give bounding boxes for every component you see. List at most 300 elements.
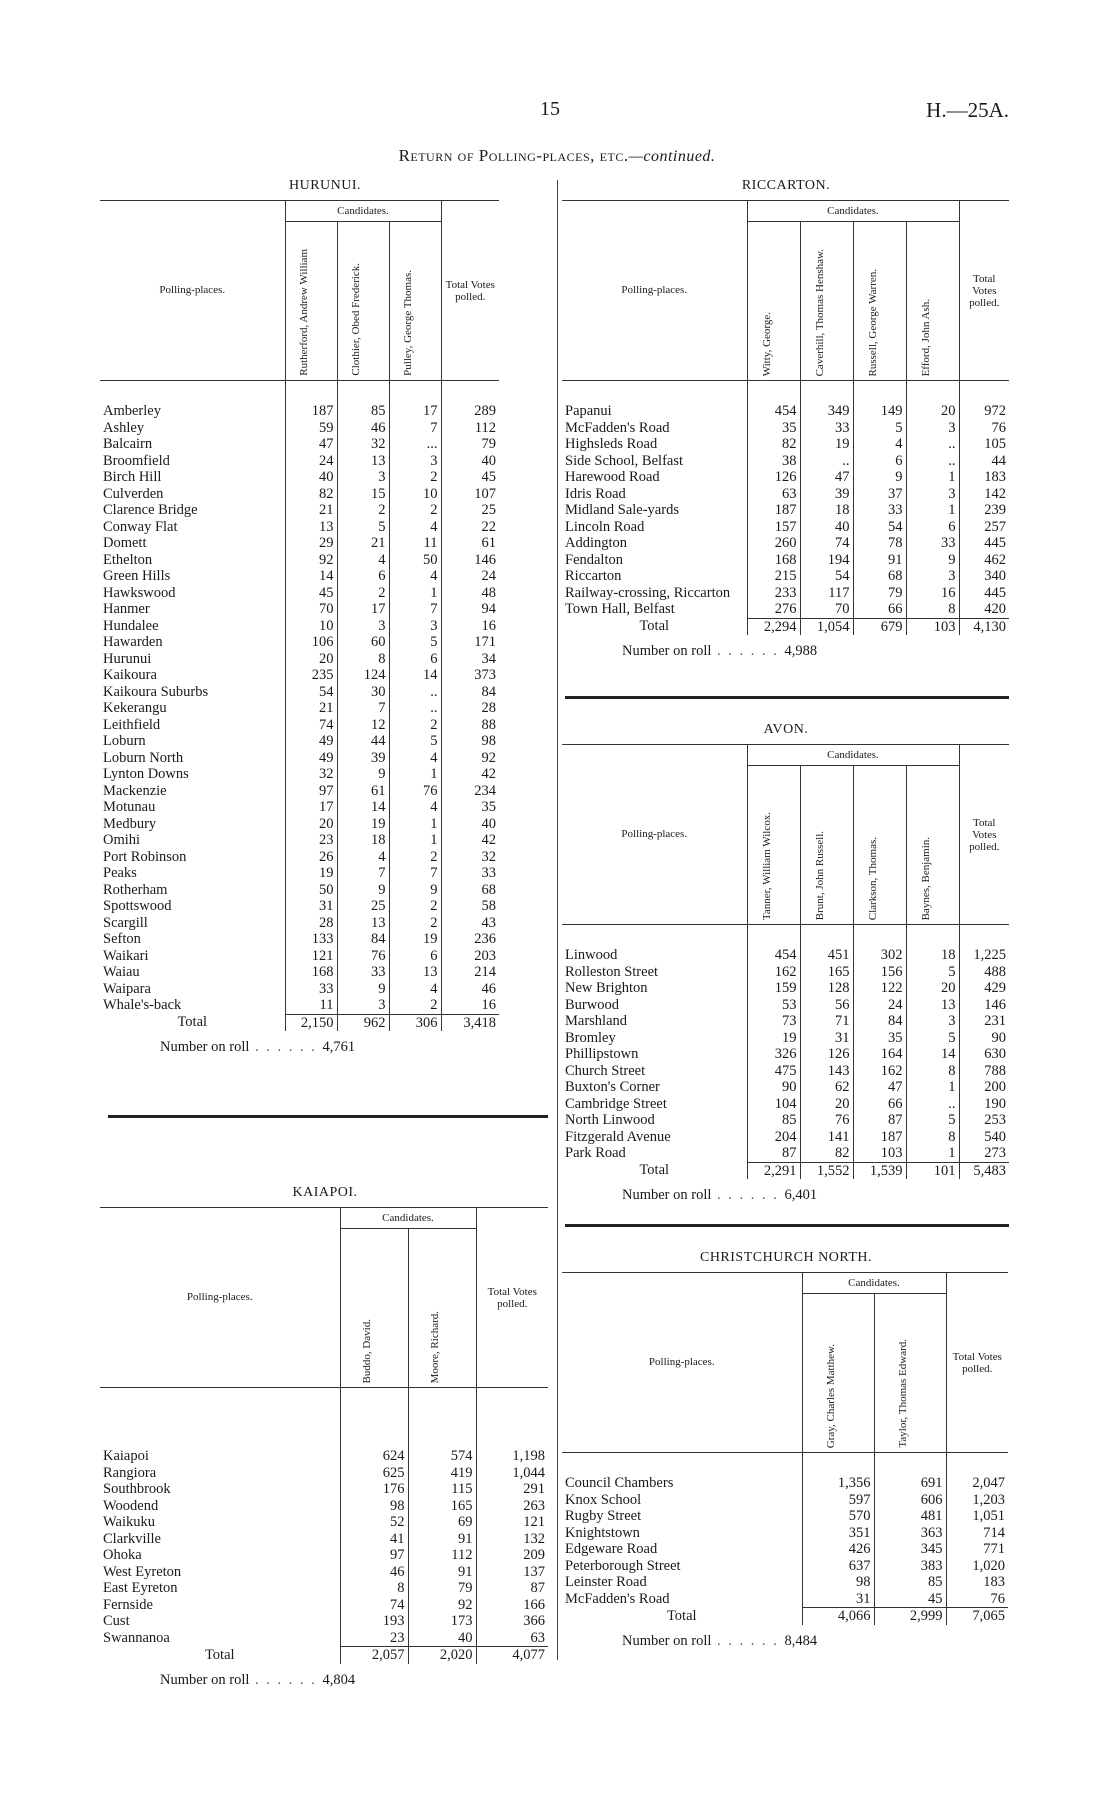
polling-place-sefton bbox=[100, 931, 285, 948]
votes-cell: 5 bbox=[389, 634, 441, 651]
table-row bbox=[100, 618, 499, 635]
votes-cell: 176 bbox=[340, 1481, 408, 1498]
table-row bbox=[100, 420, 499, 437]
votes-cell: 18 bbox=[337, 832, 389, 849]
number-on-roll bbox=[562, 643, 1010, 660]
votes-cell: 9 bbox=[337, 981, 389, 998]
votes-cell: 597 bbox=[802, 1492, 874, 1509]
polling-place-north-linwood bbox=[562, 1112, 747, 1129]
polling-place-town-hall-belfast bbox=[562, 601, 747, 618]
polling-place-knox-school bbox=[562, 1492, 802, 1509]
votes-cell: 4 bbox=[389, 981, 441, 998]
total-votes-cell: 98 bbox=[441, 733, 499, 750]
leader-dots: . . . . . . bbox=[711, 643, 785, 659]
table-row bbox=[562, 453, 1009, 470]
votes-cell: 141 bbox=[800, 1129, 853, 1146]
table-row bbox=[100, 832, 499, 849]
votes-cell: 143 bbox=[800, 1063, 853, 1080]
votes-cell: 9 bbox=[906, 552, 959, 569]
votes-cell: 21 bbox=[285, 700, 337, 717]
total-votes-cell: 61 bbox=[441, 535, 499, 552]
polling-place-spottswood bbox=[100, 898, 285, 915]
polling-place-name: Lynton Downs bbox=[103, 766, 189, 782]
votes-cell: 691 bbox=[874, 1475, 946, 1492]
polling-place-culverden bbox=[100, 486, 285, 503]
candidates-header: Candidates. bbox=[747, 745, 959, 766]
votes-cell: 74 bbox=[285, 717, 337, 734]
number-on-roll-value: 6,401 bbox=[784, 1187, 818, 1203]
votes-cell: 9 bbox=[853, 469, 906, 486]
polling-place-name: Ashley bbox=[103, 419, 145, 436]
total-votes-cell: 630 bbox=[959, 1046, 1009, 1063]
candidate-name-text: Caverhill, Thomas Henshaw. bbox=[813, 248, 826, 376]
table-row bbox=[100, 502, 499, 519]
votes-cell: 62 bbox=[800, 1079, 853, 1096]
total-votes-cell: 92 bbox=[441, 750, 499, 767]
votes-cell: 76 bbox=[389, 783, 441, 800]
totals-row bbox=[100, 1647, 548, 1664]
votes-cell: 26 bbox=[285, 849, 337, 866]
candidates-header: Candidates. bbox=[747, 201, 959, 222]
votes-cell: 92 bbox=[408, 1597, 476, 1614]
total-votes-cell: 42 bbox=[441, 766, 499, 783]
total-votes-cell: 771 bbox=[946, 1541, 1008, 1558]
returns-table bbox=[562, 744, 1009, 1179]
votes-cell: 2 bbox=[389, 469, 441, 486]
votes-cell: 79 bbox=[853, 585, 906, 602]
votes-cell: 570 bbox=[802, 1508, 874, 1525]
polling-place-name: Lincoln Road bbox=[565, 518, 645, 535]
table-row bbox=[562, 1112, 1009, 1129]
votes-cell: 71 bbox=[800, 1013, 853, 1030]
title-text: Return of Polling-places, etc. bbox=[398, 146, 629, 165]
polling-place-name: Rangiora bbox=[103, 1464, 157, 1481]
votes-cell: 13 bbox=[389, 964, 441, 981]
number-on-roll bbox=[562, 1187, 1010, 1204]
total-votes-cell: 183 bbox=[946, 1574, 1008, 1591]
votes-cell: 10 bbox=[389, 486, 441, 503]
votes-cell: 46 bbox=[337, 420, 389, 437]
table-row bbox=[100, 700, 499, 717]
polling-place-name: Clarence Bridge bbox=[103, 502, 198, 518]
polling-place-medbury bbox=[100, 816, 285, 833]
votes-cell: 29 bbox=[285, 535, 337, 552]
votes-cell: 6 bbox=[389, 651, 441, 668]
votes-cell: 20 bbox=[285, 651, 337, 668]
polling-place-fendalton bbox=[562, 552, 747, 569]
table-row bbox=[562, 1079, 1009, 1096]
votes-cell: 168 bbox=[285, 964, 337, 981]
number-on-roll-value: 8,484 bbox=[784, 1632, 818, 1649]
total-votes-cell: 273 bbox=[959, 1145, 1009, 1162]
total-votes-cell: 257 bbox=[959, 519, 1009, 536]
votes-cell: 2 bbox=[389, 849, 441, 866]
polling-place-name: Linwood bbox=[565, 947, 618, 963]
table-row bbox=[562, 486, 1009, 503]
polling-place-name: New Brighton bbox=[565, 980, 648, 996]
candidate-name-4 bbox=[906, 222, 959, 381]
table-row bbox=[100, 469, 499, 486]
table-row bbox=[562, 1145, 1009, 1162]
candidate-name-text: Russell, George Warren. bbox=[866, 268, 879, 376]
section-rule bbox=[565, 1224, 1009, 1227]
polling-place-new-brighton bbox=[562, 980, 747, 997]
votes-cell: 20 bbox=[800, 1096, 853, 1113]
votes-cell: 17 bbox=[337, 601, 389, 618]
table-row bbox=[562, 1558, 1008, 1575]
polling-place-name: Southbrook bbox=[103, 1481, 171, 1497]
total-votes-cell: 488 bbox=[959, 964, 1009, 981]
votes-cell: 5 bbox=[337, 519, 389, 536]
number-on-roll-label: Number on roll bbox=[160, 1039, 250, 1055]
votes-cell: 49 bbox=[285, 733, 337, 750]
polling-place-name: McFadden's Road bbox=[565, 419, 670, 436]
votes-cell: 20 bbox=[285, 816, 337, 833]
grand-total: 7,065 bbox=[946, 1608, 1008, 1625]
total-votes-cell: 190 bbox=[959, 1096, 1009, 1113]
polling-place-balcairn bbox=[100, 436, 285, 453]
candidates-header: Candidates. bbox=[340, 1208, 476, 1229]
polling-place-kaikoura-suburbs bbox=[100, 684, 285, 701]
polling-place-burwood bbox=[562, 997, 747, 1014]
votes-cell: 426 bbox=[802, 1541, 874, 1558]
total-votes-cell: 340 bbox=[959, 568, 1009, 585]
votes-cell: 47 bbox=[285, 436, 337, 453]
table-row bbox=[562, 1013, 1009, 1030]
votes-cell: 63 bbox=[747, 486, 800, 503]
table-row bbox=[562, 420, 1009, 437]
table-row bbox=[562, 601, 1009, 618]
votes-cell: 2 bbox=[389, 717, 441, 734]
votes-cell: 165 bbox=[408, 1498, 476, 1515]
total-label-cell bbox=[100, 1647, 340, 1664]
table-row bbox=[562, 1508, 1008, 1525]
votes-cell: 363 bbox=[874, 1525, 946, 1542]
votes-cell: 2 bbox=[337, 502, 389, 519]
table-row bbox=[100, 403, 499, 420]
total-votes-cell: 137 bbox=[476, 1564, 548, 1581]
total-votes-cell: 40 bbox=[441, 816, 499, 833]
votes-cell: 78 bbox=[853, 535, 906, 552]
votes-cell: 126 bbox=[747, 469, 800, 486]
votes-cell: 14 bbox=[906, 1046, 959, 1063]
table-row bbox=[562, 436, 1009, 453]
polling-place-name: Domett bbox=[103, 535, 147, 551]
total-votes-cell: 68 bbox=[441, 882, 499, 899]
table-row bbox=[100, 1531, 548, 1548]
candidate-name-2 bbox=[874, 1294, 946, 1453]
votes-cell: 4 bbox=[853, 436, 906, 453]
votes-cell: 117 bbox=[800, 585, 853, 602]
polling-place-name: North Linwood bbox=[565, 1112, 655, 1128]
votes-cell: 11 bbox=[389, 535, 441, 552]
polling-place-name: Phillipstown bbox=[565, 1046, 639, 1062]
votes-cell: 2 bbox=[337, 585, 389, 602]
votes-cell: 44 bbox=[337, 733, 389, 750]
votes-cell: 21 bbox=[337, 535, 389, 552]
candidate-name-3 bbox=[853, 766, 906, 925]
table-row bbox=[100, 1613, 548, 1630]
votes-cell: 625 bbox=[340, 1465, 408, 1482]
polling-place-lynton-downs bbox=[100, 766, 285, 783]
table-row bbox=[100, 750, 499, 767]
polling-place-omihi bbox=[100, 832, 285, 849]
votes-cell: 98 bbox=[802, 1574, 874, 1591]
votes-cell: 3 bbox=[337, 997, 389, 1014]
page-number: 15 bbox=[540, 98, 560, 120]
candidates-header: Candidates. bbox=[802, 1273, 946, 1294]
votes-cell: 66 bbox=[853, 1096, 906, 1113]
polling-place-name: Waipara bbox=[103, 980, 151, 997]
grand-total: 5,483 bbox=[959, 1162, 1009, 1179]
polling-place-kaiapoi bbox=[100, 1448, 340, 1465]
votes-cell: 33 bbox=[906, 535, 959, 552]
votes-cell: 10 bbox=[285, 618, 337, 635]
candidate-name-2 bbox=[337, 222, 389, 381]
polling-place-hanmer bbox=[100, 601, 285, 618]
votes-cell: 32 bbox=[285, 766, 337, 783]
votes-cell: 126 bbox=[800, 1046, 853, 1063]
votes-cell: 21 bbox=[285, 502, 337, 519]
table-row bbox=[100, 717, 499, 734]
polling-place-riccarton bbox=[562, 568, 747, 585]
number-on-roll-label: Number on roll bbox=[622, 643, 712, 659]
table-row bbox=[562, 1063, 1009, 1080]
total-votes-cell: 44 bbox=[959, 453, 1009, 470]
votes-cell: 1 bbox=[389, 766, 441, 783]
votes-cell: 39 bbox=[337, 750, 389, 767]
votes-cell: 40 bbox=[800, 519, 853, 536]
candidate-total: 2,291 bbox=[747, 1162, 800, 1179]
total-votes-cell: 200 bbox=[959, 1079, 1009, 1096]
votes-cell: 5 bbox=[906, 1112, 959, 1129]
votes-cell: 56 bbox=[800, 997, 853, 1014]
table-row bbox=[562, 568, 1009, 585]
total-votes-cell: 79 bbox=[441, 436, 499, 453]
polling-place-port-robinson bbox=[100, 849, 285, 866]
electorate-name: RICCARTON. bbox=[741, 178, 831, 193]
polling-place-hawarden bbox=[100, 634, 285, 651]
section-rule bbox=[108, 1115, 548, 1118]
polling-place-name: Loburn bbox=[103, 733, 146, 749]
votes-cell: .. bbox=[389, 684, 441, 701]
votes-cell: 87 bbox=[853, 1112, 906, 1129]
table-row bbox=[100, 915, 499, 932]
votes-cell: 82 bbox=[285, 486, 337, 503]
polling-place-mackenzie bbox=[100, 783, 285, 800]
polling-place-southbrook bbox=[100, 1481, 340, 1498]
votes-cell: 165 bbox=[800, 964, 853, 981]
votes-cell: 12 bbox=[337, 717, 389, 734]
total-votes-cell: 714 bbox=[946, 1525, 1008, 1542]
votes-cell: 6 bbox=[906, 519, 959, 536]
table-row bbox=[100, 733, 499, 750]
polling-place-name: Omihi bbox=[103, 832, 141, 848]
total-votes-cell: 263 bbox=[476, 1498, 548, 1515]
polling-place-amberley bbox=[100, 403, 285, 420]
total-label: Total bbox=[639, 1162, 670, 1179]
polling-place-name: Leinster Road bbox=[565, 1574, 647, 1590]
number-on-roll bbox=[562, 1633, 1010, 1650]
table-row bbox=[100, 898, 499, 915]
electorate-hurunui bbox=[100, 178, 550, 1056]
votes-cell: 1 bbox=[906, 502, 959, 519]
table-row bbox=[100, 552, 499, 569]
candidate-name-2 bbox=[800, 766, 853, 925]
votes-cell: 7 bbox=[389, 865, 441, 882]
polling-place-leinster-road bbox=[562, 1574, 802, 1591]
polling-place-name: Burwood bbox=[565, 996, 619, 1013]
votes-cell: 5 bbox=[906, 1030, 959, 1047]
totals-row bbox=[562, 618, 1009, 635]
candidate-total: 306 bbox=[389, 1014, 441, 1031]
polling-place-fitzgerald-avenue bbox=[562, 1129, 747, 1146]
total-votes-cell: 429 bbox=[959, 980, 1009, 997]
votes-cell: 84 bbox=[337, 931, 389, 948]
parliamentary-paper-reference: H.—25A. bbox=[926, 98, 1009, 122]
polling-place-name: Harewood Road bbox=[565, 469, 660, 485]
votes-cell: 20 bbox=[906, 403, 959, 420]
number-on-roll-label: Number on roll bbox=[622, 1632, 712, 1649]
polling-place-name: Leithfield bbox=[103, 716, 161, 733]
votes-cell: 4 bbox=[389, 799, 441, 816]
polling-place-name: Waikari bbox=[103, 947, 149, 964]
votes-cell: 45 bbox=[285, 585, 337, 602]
electorate-name: AVON. bbox=[763, 722, 809, 737]
polling-place-hundalee bbox=[100, 618, 285, 635]
polling-place-name: Motunau bbox=[103, 799, 156, 815]
votes-cell: 35 bbox=[853, 1030, 906, 1047]
votes-cell: 31 bbox=[800, 1030, 853, 1047]
total-label: Total bbox=[177, 1014, 208, 1031]
votes-cell: .. bbox=[906, 1096, 959, 1113]
polling-places-header: Polling-places. bbox=[562, 1273, 802, 1453]
votes-cell: 85 bbox=[747, 1112, 800, 1129]
polling-place-domett bbox=[100, 535, 285, 552]
votes-cell: 345 bbox=[874, 1541, 946, 1558]
total-votes-cell: 253 bbox=[959, 1112, 1009, 1129]
votes-cell: 33 bbox=[337, 964, 389, 981]
votes-cell: 162 bbox=[853, 1063, 906, 1080]
table-row bbox=[100, 1481, 548, 1498]
votes-cell: 54 bbox=[800, 568, 853, 585]
polling-place-rolleston-street bbox=[562, 964, 747, 981]
votes-cell: 1 bbox=[389, 585, 441, 602]
table-row bbox=[562, 947, 1009, 964]
total-votes-cell: 63 bbox=[476, 1630, 548, 1647]
total-votes-cell: 171 bbox=[441, 634, 499, 651]
polling-place-clarence-bridge bbox=[100, 502, 285, 519]
total-votes-cell: 1,225 bbox=[959, 947, 1009, 964]
votes-cell: 82 bbox=[800, 1145, 853, 1162]
votes-cell: 69 bbox=[408, 1514, 476, 1531]
table-row bbox=[562, 403, 1009, 420]
votes-cell: 24 bbox=[285, 453, 337, 470]
polling-place-papanui bbox=[562, 403, 747, 420]
polling-place-kekerangu bbox=[100, 700, 285, 717]
candidate-name-2 bbox=[800, 222, 853, 381]
table-row bbox=[562, 552, 1009, 569]
total-votes-header: Total Votes polled. bbox=[959, 201, 1009, 381]
votes-cell: 351 bbox=[802, 1525, 874, 1542]
polling-place-peterborough-street bbox=[562, 1558, 802, 1575]
votes-cell: 16 bbox=[906, 585, 959, 602]
total-votes-cell: 203 bbox=[441, 948, 499, 965]
votes-cell: 2 bbox=[389, 502, 441, 519]
table-row bbox=[100, 634, 499, 651]
polling-place-name: Kaikoura bbox=[103, 667, 157, 683]
votes-cell: 187 bbox=[853, 1129, 906, 1146]
votes-cell: 54 bbox=[285, 684, 337, 701]
table-row bbox=[100, 931, 499, 948]
polling-place-loburn bbox=[100, 733, 285, 750]
polling-places-header: Polling-places. bbox=[100, 201, 285, 381]
votes-cell: 326 bbox=[747, 1046, 800, 1063]
polling-place-name: Rugby Street bbox=[565, 1508, 642, 1524]
total-label: Total bbox=[639, 618, 670, 635]
total-votes-cell: 1,203 bbox=[946, 1492, 1008, 1509]
electorate-kaiapoi bbox=[100, 1185, 550, 1689]
polling-place-fernside bbox=[100, 1597, 340, 1614]
votes-cell: 91 bbox=[853, 552, 906, 569]
polling-place-hurunui bbox=[100, 651, 285, 668]
polling-place-whale-s-back bbox=[100, 997, 285, 1014]
polling-place-harewood-road bbox=[562, 469, 747, 486]
total-votes-cell: 48 bbox=[441, 585, 499, 602]
table-row bbox=[562, 1541, 1008, 1558]
polling-place-name: Medbury bbox=[103, 815, 157, 832]
polling-place-kaikoura bbox=[100, 667, 285, 684]
votes-cell: 25 bbox=[337, 898, 389, 915]
polling-place-name: Conway Flat bbox=[103, 518, 178, 535]
votes-cell: 1 bbox=[906, 1079, 959, 1096]
leader-dots: . . . . . . bbox=[249, 1671, 323, 1688]
votes-cell: 47 bbox=[853, 1079, 906, 1096]
total-votes-cell: 1,051 bbox=[946, 1508, 1008, 1525]
votes-cell: 1 bbox=[906, 469, 959, 486]
votes-cell: 233 bbox=[747, 585, 800, 602]
total-votes-cell: 1,044 bbox=[476, 1465, 548, 1482]
polling-place-name: Hundalee bbox=[103, 617, 159, 634]
table-row bbox=[100, 1547, 548, 1564]
polling-place-midland-sale-yards bbox=[562, 502, 747, 519]
table-row bbox=[562, 1574, 1008, 1591]
totals-row bbox=[562, 1162, 1009, 1179]
votes-cell: 98 bbox=[340, 1498, 408, 1515]
polling-place-name: Midland Sale-yards bbox=[565, 502, 679, 518]
total-votes-cell: 239 bbox=[959, 502, 1009, 519]
number-on-roll-label: Number on roll bbox=[160, 1671, 250, 1688]
votes-cell: 73 bbox=[747, 1013, 800, 1030]
grand-total: 4,077 bbox=[476, 1647, 548, 1664]
polling-place-name: Rolleston Street bbox=[565, 963, 659, 980]
votes-cell: 61 bbox=[337, 783, 389, 800]
polling-place-phillipstown bbox=[562, 1046, 747, 1063]
votes-cell: 79 bbox=[408, 1580, 476, 1597]
polling-place-ohoka bbox=[100, 1547, 340, 1564]
votes-cell: 45 bbox=[874, 1591, 946, 1608]
votes-cell: 92 bbox=[285, 552, 337, 569]
total-votes-cell: 1,020 bbox=[946, 1558, 1008, 1575]
votes-cell: 19 bbox=[800, 436, 853, 453]
polling-place-green-hills bbox=[100, 568, 285, 585]
candidate-name-4 bbox=[906, 766, 959, 925]
polling-place-name: Peaks bbox=[103, 865, 137, 881]
candidate-total: 101 bbox=[906, 1162, 959, 1179]
polling-place-name: Cust bbox=[103, 1613, 130, 1629]
number-on-roll-value: 4,988 bbox=[784, 643, 818, 659]
votes-cell: 19 bbox=[285, 865, 337, 882]
